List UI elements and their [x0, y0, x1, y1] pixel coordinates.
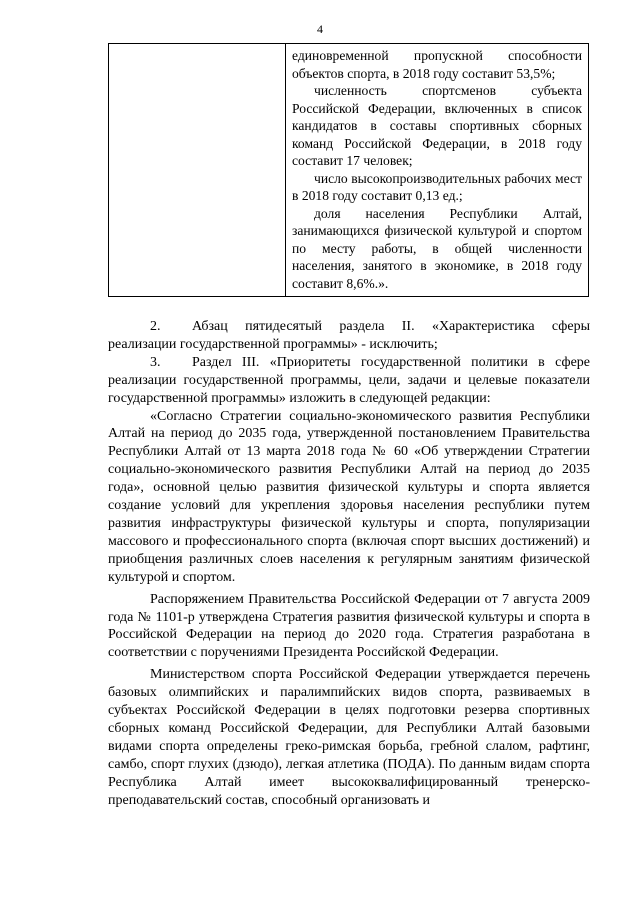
paragraph: Распоряжением Правительства Российской Федерации от 7 августа 2009 года № 1101-р утверждена Стратегия развития физической культуры и спорта в Российской Федерации на период до 2020 года. Стратегия разработана в соответствии с поручениями Президента Российской Федерации.: [108, 591, 590, 661]
indicators-table: [108, 43, 589, 297]
paragraph: Министерством спорта Российской Федерации утверждается перечень базовых олимпийских и паралимпийских видов спорта, развиваемых в субъектах Российской Федерации в целях подготовки резерва спортивных сборных команд Российской Федерации, для Республики Алтай базовыми видами спорта определены греко-римская борьба, гребной слалом, рафтинг, самбо, спорт глухих (дзюдо), легкая атлетика (ПОДА). По данным видам спорта Республика Алтай имеет высококвалифицированный тренерско-преподавательский состав, способный организовать и: [108, 667, 590, 808]
indicator-line: доля населения Республики Алтай, занимающихся физической культурой и спортом по месту работы, в общей численности населения, занятого в экономике, в 2018 году составит 8,6%.».: [292, 205, 582, 291]
list-item: [108, 318, 590, 354]
indicator-line: единовременной пропускной способности объектов спорта, в 2018 году составит 53,5%;: [292, 48, 582, 81]
item-text: Раздел III. «Приоритеты государственной политики в сфере реализации государственной программы, цели, задачи и целевые показатели государственной программы» изложить в следующей редакции:: [108, 354, 590, 406]
item-number: 2.: [150, 319, 161, 334]
table-cell-empty: [109, 44, 286, 297]
item-text: Абзац пятидесятый раздела II. «Характеристика сферы реализации государственной программы» - исключить;: [108, 319, 590, 352]
list-item: [108, 354, 590, 408]
item-number: 3.: [150, 354, 161, 370]
document-body: [108, 318, 590, 809]
page-number: 4: [317, 22, 323, 36]
table-row: [109, 44, 589, 297]
indicator-line: численность спортсменов субъекта Российской Федерации, включенных в список кандидатов в составы спортивных сборных команд Российской Федерации, в 2018 году составит 17 человек;: [292, 83, 582, 168]
indicator-line: число высокопроизводительных рабочих мест в 2018 году составит 0,13 ед.;: [292, 170, 582, 203]
table-cell-indicators: [286, 44, 589, 297]
paragraph: «Согласно Стратегии социально-экономического развития Республики Алтай на период до 2035 года, утвержденной постановлением Правительства Республики Алтай от 13 марта 2018 года № 60 «Об утверждении Стратегии социально-экономического развития Республики Алтай на период до 2035 года», основной целью развития физической культуры и спорта является создание условий для укрепления здоровья населения республики путем развития инфраструктуры физической культуры и спорта, популяризации массового и профессионального спорта (включая спорт высших достижений) и приобщения различных слоев населения к регулярным занятиям физической культурой и спортом.: [108, 408, 590, 585]
